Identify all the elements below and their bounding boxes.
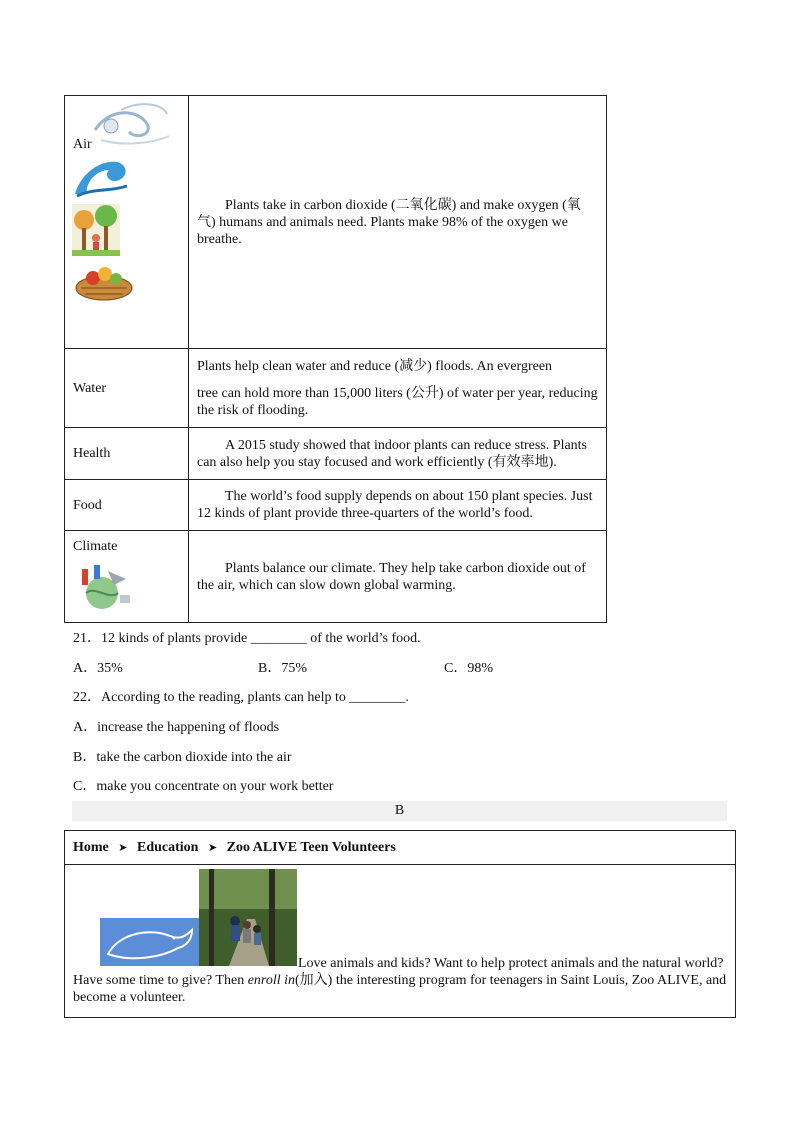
row-text: A 2015 study showed that indoor plants can reduce stress. Plants can also help you stay focused and work efficiently (有效率地). <box>189 428 607 480</box>
row-text-line1: Plants help clean water and reduce (减少) floods. An evergreen <box>197 358 553 374</box>
option-21-b: B．75% <box>258 661 307 676</box>
breadcrumb-home[interactable]: Home <box>73 839 109 855</box>
climate-globe-icon <box>72 565 134 611</box>
forest-hikers-image <box>199 869 297 966</box>
table-row <box>65 428 607 480</box>
table-row <box>65 349 607 428</box>
wind-icon <box>91 100 171 148</box>
option-22-b: B．take the carbon dioxide into the air <box>73 750 292 765</box>
option-22-a: A．increase the happening of floods <box>73 720 280 735</box>
row-label: Health <box>65 428 189 480</box>
food-basket-icon <box>73 260 135 304</box>
water-wave-icon <box>73 154 129 198</box>
trees-icon <box>72 204 120 256</box>
zoo-alive-box <box>64 830 736 1018</box>
breadcrumb <box>65 831 736 865</box>
chevron-right-icon: ➤ <box>207 841 218 854</box>
row-text-line2: tree can hold more than 15,000 liters (公升) of water per year, reducing the risk of flooding. <box>197 385 598 418</box>
row-label-cell <box>65 96 189 349</box>
question-21: 21．12 kinds of plants provide ________ of the world’s food. <box>73 631 421 646</box>
row-label: Climate <box>73 539 118 554</box>
intro-text-2: (加入) the interesting program for teenagers in Saint Louis, Zoo ALIVE, and become a volunteer. <box>73 973 727 1005</box>
intro-enroll: enroll in <box>247 973 296 988</box>
option-21-a: A．35% <box>73 661 123 676</box>
breadcrumb-education[interactable]: Education <box>136 839 199 855</box>
row-text: Plants take in carbon dioxide (二氧化碳) and make oxygen (氧气) humans and animals need. Plants make 98% of the oxygen we breathe. <box>189 96 607 349</box>
row-text-cell <box>189 349 607 428</box>
row-label-cell <box>65 531 189 623</box>
breadcrumb-current: Zoo ALIVE Teen Volunteers <box>226 839 396 855</box>
row-text: The world’s food supply depends on about 150 plant species. Just 12 kinds of plant provide three-quarters of the world’s food. <box>189 480 607 531</box>
row-text: Plants balance our climate. They help take carbon dioxide out of the air, which can slow down global warming. <box>189 531 607 623</box>
intro-row <box>65 865 736 1018</box>
intro-cell <box>65 865 736 1018</box>
plants-benefits-table <box>64 95 607 623</box>
section-b-heading: B <box>72 801 727 821</box>
table-row <box>65 96 607 349</box>
option-22-c: C．make you concentrate on your work better <box>73 779 334 794</box>
table-row <box>65 531 607 623</box>
breadcrumb-row <box>65 831 736 865</box>
intro-text-1: Love animals and kids? Want to help protect animals and the natural world? Have some time to give? Then <box>73 956 724 988</box>
option-21-c: C．98% <box>444 661 493 676</box>
row-label: Food <box>65 480 189 531</box>
chevron-right-icon: ➤ <box>118 841 128 854</box>
question-22: 22．According to the reading, plants can help to ________. <box>73 690 409 705</box>
row-label: Water <box>65 349 189 428</box>
table-row <box>65 480 607 531</box>
row-label: Air <box>73 137 92 152</box>
sea-lion-image <box>100 918 200 966</box>
